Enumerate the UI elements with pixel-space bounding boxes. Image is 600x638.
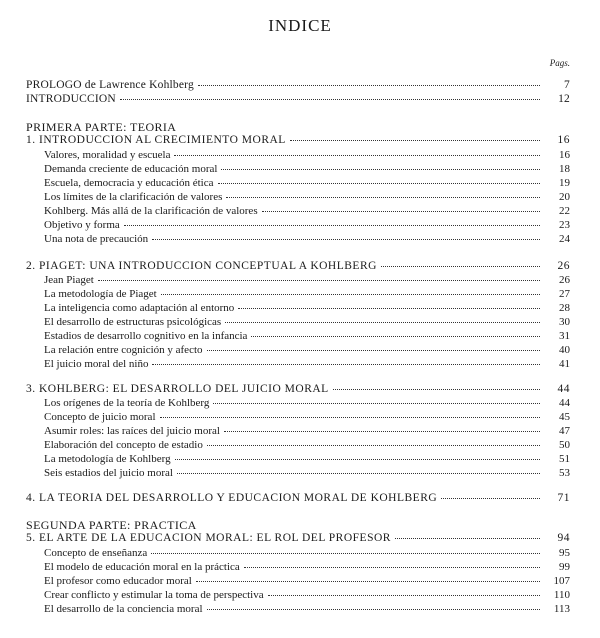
toc-item-page: 24 [559,233,570,245]
part-heading-primera: PRIMERA PARTE: TEORIA [26,120,177,134]
toc-item-page: 44 [559,397,570,409]
toc-item-label: Jean Piaget [44,274,94,286]
toc-chapter-1[interactable] [26,134,570,147]
dot-leader [161,294,540,295]
dot-leader [174,155,540,156]
dot-leader [207,609,540,610]
toc-item-page: 26 [559,274,570,286]
dot-leader [221,169,540,170]
toc-item-label: Demanda creciente de educación moral [44,163,218,175]
toc-item-page: 27 [559,288,570,300]
toc-item-label: La metodología de Piaget [44,288,157,300]
toc-item-label: Concepto de enseñanza [44,547,148,559]
toc-item-page: 50 [559,439,570,451]
toc-item[interactable] [44,330,570,343]
dot-leader [395,538,540,539]
toc-chapter-page: 26 [557,260,570,272]
toc-item-label: Los orígenes de la teoría de Kohlberg [44,397,210,409]
toc-item-page: 110 [553,589,570,601]
toc-chapter-label: 3. KOHLBERG: EL DESARROLLO DEL JUICIO MORAL [26,383,329,395]
toc-item-page: 30 [559,316,570,328]
dot-leader [120,99,540,100]
dot-leader [268,595,540,596]
dot-leader [213,403,540,404]
dot-leader [225,322,540,323]
toc-item-label: La metodología de Kohlberg [44,453,171,465]
toc-item[interactable] [44,163,570,176]
toc-chapter-label: 5. EL ARTE DE LA EDUCACION MORAL: EL ROL DEL PROFESOR [26,532,391,544]
toc-item[interactable] [44,358,570,371]
toc-item-page: 20 [559,191,570,203]
toc-item[interactable] [44,439,570,452]
toc-item-label: Elaboración del concepto de estadio [44,439,203,451]
toc-item-page: 18 [559,163,570,175]
page-title: INDICE [268,16,332,35]
toc-item[interactable] [44,233,570,246]
toc-item-page: 23 [559,219,570,231]
toc-chapter-label: 2. PIAGET: UNA INTRODUCCION CONCEPTUAL A KOHLBERG [26,260,377,272]
toc-item-page: 41 [559,358,570,370]
toc-item-label: Objetivo y forma [44,219,120,231]
dot-leader [98,280,540,281]
toc-item[interactable] [44,191,570,204]
toc-chapter-page: 16 [557,134,570,146]
toc-item-page: 28 [559,302,570,314]
toc-item[interactable] [44,205,570,218]
dot-leader [160,417,541,418]
toc-item-label: El desarrollo de estructuras psicológicas [44,316,222,328]
toc-item-label: Crear conflicto y estimular la toma de perspectiva [44,589,264,601]
toc-item-label: Escuela, democracia y educación ética [44,177,214,189]
toc-entry-prologo[interactable] [26,79,570,92]
toc-item-label: La inteligencia como adaptación al entorno [44,302,235,314]
toc-entry-label: PROLOGO de Lawrence Kohlberg [26,79,194,91]
toc-item-label: Asumir roles: las raíces del juicio moral [44,425,220,437]
dot-leader [151,553,540,554]
dot-leader [207,445,540,446]
dot-leader [226,197,540,198]
toc-chapter-label: 1. INTRODUCCION AL CRECIMIENTO MORAL [26,134,286,146]
toc-chapter-page: 71 [557,492,570,504]
dot-leader [207,350,540,351]
toc-item[interactable] [44,589,570,602]
toc-item-label: El profesor como educador moral [44,575,192,587]
toc-item-label: Estadios de desarrollo cognitivo en la infancia [44,330,248,342]
dot-leader [177,473,540,474]
toc-item-page: 53 [559,467,570,479]
toc-item[interactable] [44,425,570,438]
toc-item[interactable] [44,575,570,588]
toc-entry-label: INTRODUCCION [26,93,116,105]
part-heading-segunda: SEGUNDA PARTE: PRACTICA [26,518,197,532]
toc-chapter-5[interactable] [26,532,570,545]
toc-item-page: 40 [559,344,570,356]
toc-chapter-page: 44 [557,383,570,395]
toc-item[interactable] [44,411,570,424]
dot-leader [441,498,540,499]
dot-leader [196,581,540,582]
toc-item-page: 51 [559,453,570,465]
toc-item[interactable] [44,177,570,190]
toc-item[interactable] [44,149,570,162]
dot-leader [152,239,540,240]
toc-chapter-4[interactable] [26,492,570,505]
dot-leader [198,85,540,86]
toc-item-label: El desarrollo de la conciencia moral [44,603,203,615]
dot-leader [224,431,540,432]
toc-item-label: El juicio moral del niño [44,358,149,370]
dot-leader [152,364,540,365]
dot-leader [333,389,540,390]
toc-item[interactable] [44,344,570,357]
toc-entry-page: 7 [564,79,570,91]
toc-item[interactable] [44,603,570,616]
dot-leader [124,225,540,226]
toc-chapter-2[interactable] [26,260,570,273]
toc-item[interactable] [44,561,570,574]
toc-item[interactable] [44,397,570,410]
dot-leader [262,211,540,212]
dot-leader [251,336,540,337]
toc-item-page: 95 [559,547,570,559]
toc-item-page: 45 [559,411,570,423]
toc-item-label: El modelo de educación moral en la práctica [44,561,240,573]
toc-item-page: 19 [559,177,570,189]
toc-item-page: 99 [559,561,570,573]
toc-item[interactable] [44,467,570,480]
toc-item[interactable] [44,288,570,301]
dot-leader [238,308,540,309]
toc-item-page: 16 [559,149,570,161]
toc-item[interactable] [44,302,570,315]
pages-column-label: Pags. [549,58,570,68]
dot-leader [175,459,540,460]
toc-item-label: Concepto de juicio moral [44,411,156,423]
toc-item-label: Los límites de la clarificación de valores [44,191,223,203]
dot-leader [218,183,541,184]
toc-chapter-label: 4. LA TEORIA DEL DESARROLLO Y EDUCACION MORAL DE KOHLBERG [26,492,438,504]
toc-item-page: 113 [553,603,570,615]
toc-item-label: La relación entre cognición y afecto [44,344,203,356]
toc-item[interactable] [44,547,570,560]
toc-item-page: 31 [559,330,570,342]
toc-item-label: Valores, moralidad y escuela [44,149,171,161]
dot-leader [381,266,540,267]
toc-item[interactable] [44,453,570,466]
dot-leader [244,567,540,568]
toc-item-page: 22 [559,205,570,217]
toc-item[interactable] [44,219,570,232]
toc-item-label: Seis estadios del juicio moral [44,467,173,479]
toc-chapter-page: 94 [557,532,570,544]
toc-item[interactable] [44,274,570,287]
toc-item-page: 107 [553,575,570,587]
toc-item-label: Kohlberg. Más allá de la clarificación de valores [44,205,258,217]
toc-entry-introduccion[interactable] [26,93,570,106]
toc-item-page: 47 [559,425,570,437]
toc-entry-page: 12 [558,93,570,105]
dot-leader [290,140,540,141]
toc-chapter-3[interactable] [26,383,570,396]
toc-item[interactable] [44,316,570,329]
toc-item-label: Una nota de precaución [44,233,149,245]
